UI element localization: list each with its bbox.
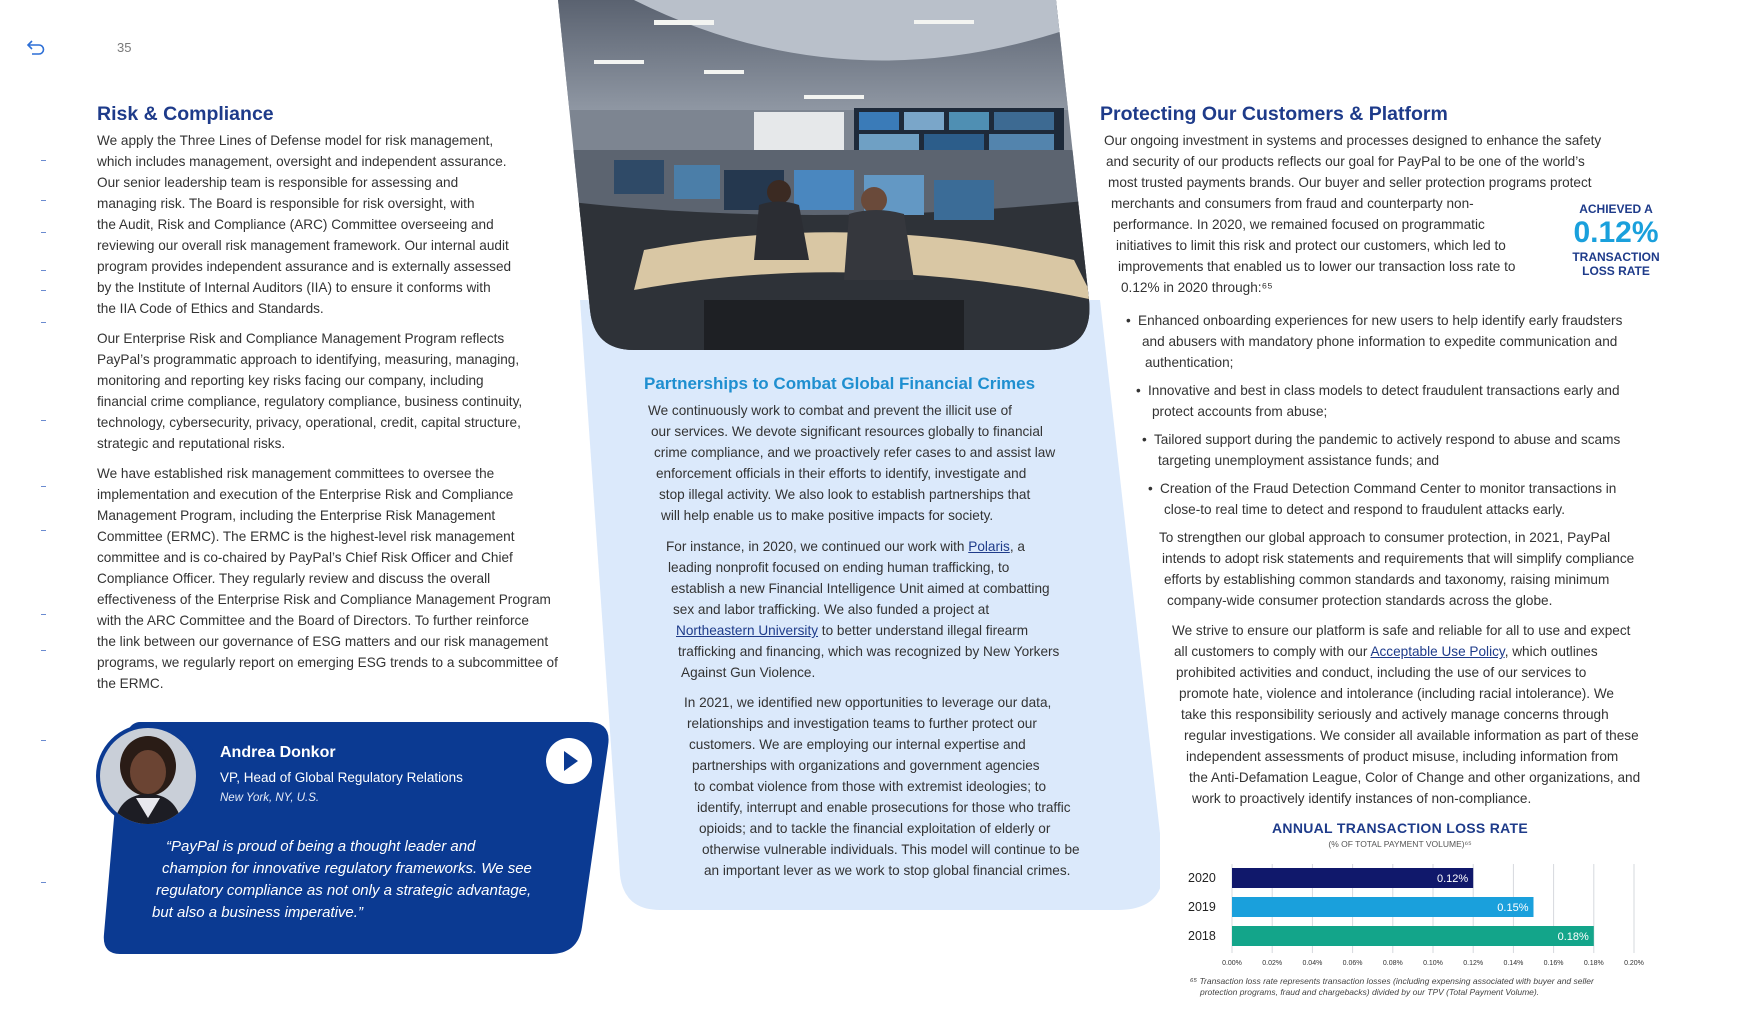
callout-bottom: LOSS RATE: [1582, 264, 1650, 278]
back-arrow-icon: [26, 38, 46, 56]
page-number: 35: [117, 40, 132, 55]
quote-line: “PayPal is proud of being a thought leader and: [166, 838, 476, 855]
protecting-paragraph-2: [1159, 527, 1719, 611]
line: • Innovative and best in class models to detect fraudulent transactions early and: [1136, 383, 1620, 398]
line: program provides independent assurance and is externally assessed: [97, 259, 512, 274]
line: sex and labor trafficking. We also funded a project at: [673, 602, 990, 617]
y-category-label: 2019: [1188, 900, 1216, 914]
line: [666, 536, 1126, 557]
quote-line: regulatory compliance as not only a strategic advantage,: [156, 882, 532, 899]
line: authentication;: [1145, 355, 1234, 370]
line: targeting unemployment assistance funds; and: [1158, 453, 1440, 468]
line: the ERMC.: [97, 676, 164, 691]
line: merchants and consumers from fraud and counterparty non-: [1111, 196, 1474, 211]
line: Our senior leadership team is responsible for assessing and: [97, 175, 459, 190]
bar: [1232, 926, 1594, 946]
x-tick-label: 0.18%: [1583, 960, 1604, 967]
text: , which outlines: [1504, 644, 1598, 659]
line: take this responsibility seriously and actively manage concerns through: [1181, 707, 1609, 722]
line: establish a new Financial Intelligence Unit aimed at combatting: [671, 581, 1050, 596]
line: our services. We devote significant resources globally to financial: [651, 424, 1043, 439]
line: regular investigations. We consider all available information as part of these: [1184, 728, 1639, 743]
chart-plot: [1180, 818, 1650, 968]
x-tick-label: 0.20%: [1624, 960, 1644, 967]
text: Creation of the Fraud Detection Command Center to monitor transactions in: [1160, 481, 1617, 496]
quote-role: VP, Head of Global Regulatory Relations: [220, 770, 463, 785]
line: intends to adopt risk statements and requirements that will simplify compliance: [1162, 551, 1635, 566]
line: by the Institute of Internal Auditors (IIA) to ensure it conforms with: [97, 280, 491, 295]
risk-paragraph-3: [97, 463, 617, 694]
quote-text: [146, 836, 586, 924]
line: technology, cybersecurity, privacy, operational, credit, capital structure,: [97, 415, 521, 430]
quote-line: but also a business imperative.”: [152, 904, 363, 921]
footnote-line: ⁶⁵ Transaction loss rate represents transaction losses (including expensing associated with buyer and seller: [1190, 976, 1594, 986]
line: • Tailored support during the pandemic to actively respond to abuse and scams: [1142, 432, 1621, 447]
line: will help enable us to make positive impacts for society.: [661, 508, 994, 523]
northeastern-link[interactable]: Northeastern University: [676, 623, 819, 638]
partnerships-paragraph-3: [684, 692, 1144, 881]
line: strategic and reputational risks.: [97, 436, 286, 451]
line: improvements that enabled us to lower our transaction loss rate to: [1118, 259, 1516, 274]
risk-paragraph-2: [97, 328, 617, 454]
line: identify, interrupt and enable prosecutions for those who traffic: [697, 800, 1071, 815]
list-item: [1126, 310, 1706, 373]
line: otherwise vulnerable individuals. This model will continue to be: [702, 842, 1080, 857]
x-tick-label: 0.04%: [1302, 960, 1323, 967]
text: Tailored support during the pandemic to actively respond to abuse and scams: [1154, 432, 1621, 447]
line: protect accounts from abuse;: [1152, 404, 1328, 419]
chart-subtitle: (% OF TOTAL PAYMENT VOLUME)⁶⁵: [1328, 839, 1472, 849]
line: crime compliance, and we proactively refer cases to and assist law: [654, 445, 1056, 460]
quote-card: [100, 722, 612, 954]
line: • Creation of the Fraud Detection Command Center to monitor transactions in: [1148, 481, 1617, 496]
line: We strive to ensure our platform is safe and reliable for all to use and expect: [1172, 623, 1631, 638]
line: We apply the Three Lines of Defense model for risk management,: [97, 133, 494, 148]
line: enforcement officials in their efforts to identify, investigate and: [656, 466, 1027, 481]
risk-paragraph-1: [97, 130, 617, 319]
line: leading nonprofit focused on ending human trafficking, to: [668, 560, 1010, 575]
callout-top: ACHIEVED A: [1579, 202, 1653, 216]
x-tick-label: 0.10%: [1423, 960, 1443, 967]
loss-rate-chart: [1180, 818, 1650, 968]
back-button[interactable]: [26, 38, 46, 56]
line: customers. We are employing our internal expertise and: [689, 737, 1026, 752]
bar: [1232, 897, 1534, 917]
line: most trusted payments brands. Our buyer and seller protection programs protect: [1108, 175, 1592, 190]
line: and abusers with mandatory phone information to expedite communication and: [1142, 334, 1618, 349]
section-title-protecting: Protecting Our Customers & Platform: [1100, 103, 1448, 125]
line: the Audit, Risk and Compliance (ARC) Committee overseeing and: [97, 217, 494, 232]
footnote-line: protection programs, fraud and chargebacks) divided by our TPV (Total Payment Volume).: [1200, 987, 1540, 997]
text: For instance, in 2020, we continued our work with: [666, 539, 969, 554]
y-category-label: 2020: [1188, 871, 1216, 885]
callout-value: 0.12%: [1573, 216, 1659, 249]
line: Against Gun Violence.: [681, 665, 816, 680]
line: • Enhanced onboarding experiences for new users to help identify early fraudsters: [1126, 313, 1623, 328]
avatar: [96, 724, 200, 828]
line: programs, we regularly report on emerging ESG trends to a subcommittee of: [97, 655, 558, 670]
callout-bottom: TRANSACTION: [1572, 250, 1660, 264]
text: , a: [1009, 539, 1025, 554]
text: all customers to comply with our: [1174, 644, 1371, 659]
line: reviewing our overall risk management framework. Our internal audit: [97, 238, 509, 253]
x-tick-label: 0.06%: [1342, 960, 1363, 967]
line: with the ARC Committee and the Board of Directors. To further reinforce: [97, 613, 529, 628]
text: Enhanced onboarding experiences for new users to help identify early fraudsters: [1138, 313, 1623, 328]
line: effectiveness of the Enterprise Risk and Compliance Management Program: [97, 592, 551, 607]
line: performance. In 2020, we remained focused on programmatic: [1113, 217, 1485, 232]
bar-value-label: 0.12%: [1436, 873, 1469, 885]
list-item: [1126, 478, 1706, 520]
line: work to proactively identify instances of non-compliance.: [1192, 791, 1532, 806]
line: partnerships with organizations and government agencies: [692, 758, 1040, 773]
operations-center-photo: [554, 0, 1094, 350]
line: efforts by establishing common standards and taxonomy, raising minimum: [1164, 572, 1610, 587]
line: monitoring and reporting key risks facing our company, including: [97, 373, 484, 388]
bar-value-label: 0.18%: [1557, 931, 1589, 943]
line: promote hate, violence and intolerance (including racial intolerance). We: [1179, 686, 1614, 701]
line: We continuously work to combat and prevent the illicit use of: [648, 403, 1012, 418]
line: the link between our governance of ESG matters and our risk management: [97, 634, 549, 649]
section-title-partnerships: Partnerships to Combat Global Financial Crimes: [644, 374, 1036, 393]
polaris-link[interactable]: Polaris: [968, 539, 1010, 554]
line: and security of our products reflects our goal for PayPal to be one of the world’s: [1106, 154, 1585, 169]
line: independent assessments of product misuse, including information from: [1186, 749, 1619, 764]
line: To strengthen our global approach to consumer protection, in 2021, PayPal: [1159, 530, 1611, 545]
line: Management Program, including the Enterprise Risk Management: [97, 508, 496, 523]
list-item: [1126, 429, 1706, 471]
line: to combat violence from those with extremist ideologies; to: [694, 779, 1047, 794]
line: Committee (ERMC). The ERMC is the highest-level risk management: [97, 529, 515, 544]
bullet-list: [1126, 310, 1706, 520]
line: PayPal’s programmatic approach to identifying, measuring, managing,: [97, 352, 520, 367]
x-tick-label: 0.00%: [1222, 960, 1242, 967]
line: Our Enterprise Risk and Compliance Management Program reflects: [97, 331, 505, 346]
line: the IIA Code of Ethics and Standards.: [97, 301, 324, 316]
line: Compliance Officer. They regularly review and discuss the overall: [97, 571, 491, 586]
quote-location: New York, NY, U.S.: [220, 792, 320, 804]
line: We have established risk management committees to oversee the: [97, 466, 495, 481]
line: opioids; and to tackle the financial exploitation of elderly or: [699, 821, 1051, 836]
partnerships-paragraph-1: [648, 400, 1108, 526]
line: [666, 620, 1126, 641]
line: initiatives to limit this risk and protect our customers, which led to: [1116, 238, 1506, 253]
quote-line: champion for innovative regulatory frameworks. We see: [162, 860, 532, 877]
line: company-wide consumer protection standards across the globe.: [1167, 593, 1553, 608]
line: an important lever as we work to stop global financial crimes.: [704, 863, 1071, 878]
line: relationships and investigation teams to further protect our: [687, 716, 1037, 731]
chart-title: ANNUAL TRANSACTION LOSS RATE: [1272, 820, 1528, 836]
line: prohibited activities and conduct, including the use of our services to: [1176, 665, 1587, 680]
line: managing risk. The Board is responsible for risk oversight, with: [97, 196, 475, 211]
y-category-label: 2018: [1188, 929, 1216, 943]
x-tick-label: 0.08%: [1382, 960, 1403, 967]
quote-name: Andrea Donkor: [220, 744, 336, 761]
line: 0.12% in 2020 through:⁶⁵: [1121, 280, 1273, 295]
line: financial crime compliance, regulatory compliance, business continuity,: [97, 394, 523, 409]
line: Our ongoing investment in systems and processes designed to enhance the safety: [1104, 133, 1602, 148]
list-item: [1126, 380, 1706, 422]
section-title-risk: Risk & Compliance: [97, 103, 274, 125]
bar-value-label: 0.15%: [1497, 902, 1529, 914]
line: [1172, 641, 1732, 662]
x-tick-label: 0.12%: [1463, 960, 1484, 967]
line: implementation and execution of the Enterprise Risk and Compliance: [97, 487, 514, 502]
acceptable-use-policy-link[interactable]: Acceptable Use Policy: [1370, 644, 1505, 659]
x-tick-label: 0.02%: [1262, 960, 1283, 967]
portrait-image: [100, 728, 196, 824]
line: stop illegal activity. We also look to establish partnerships that: [659, 487, 1031, 502]
protecting-paragraph-3: [1172, 620, 1732, 809]
line: trafficking and financing, which was recognized by New Yorkers: [678, 644, 1060, 659]
line: committee and is co-chaired by PayPal’s Chief Risk Officer and Chief: [97, 550, 513, 565]
line: close-to real time to detect and respond to fraudulent attacks early.: [1164, 502, 1565, 517]
loss-rate-callout: [1556, 202, 1676, 278]
x-tick-label: 0.14%: [1503, 960, 1524, 967]
line: the Anti-Defamation League, Color of Change and other organizations, and: [1189, 770, 1641, 785]
footnote: [1190, 976, 1710, 998]
x-tick-label: 0.16%: [1543, 960, 1564, 967]
line: In 2021, we identified new opportunities to leverage our data,: [684, 695, 1052, 710]
partnerships-paragraph-2: [666, 536, 1126, 683]
line: which includes management, oversight and independent assurance.: [97, 154, 507, 169]
text: to better understand illegal firearm: [818, 623, 1029, 638]
text: Innovative and best in class models to detect fraudulent transactions early and: [1148, 383, 1620, 398]
